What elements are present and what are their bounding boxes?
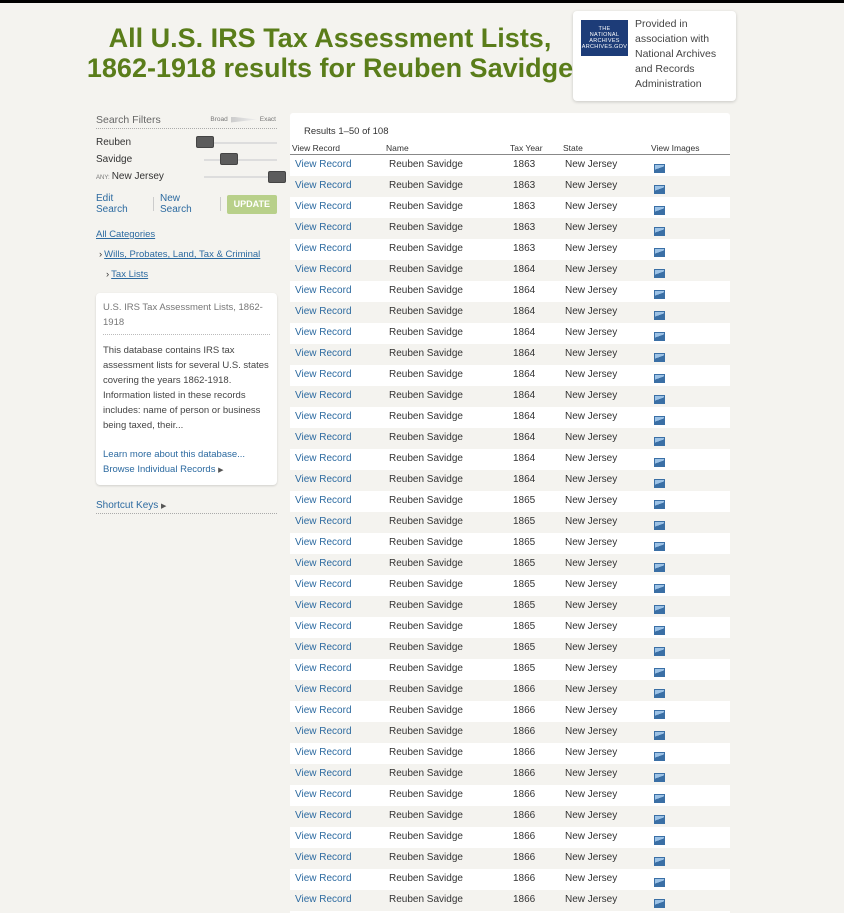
record-state: New Jersey: [565, 243, 618, 254]
record-state: New Jersey: [565, 411, 618, 422]
record-name: Reuben Savidge: [389, 579, 463, 590]
broad-label: Broad: [210, 116, 228, 123]
view-record-link[interactable]: View Record: [295, 411, 352, 422]
record-tax-year: 1866: [513, 684, 536, 695]
view-record-link[interactable]: View Record: [295, 600, 352, 611]
view-image-icon[interactable]: [654, 794, 665, 803]
view-image-icon[interactable]: [654, 899, 665, 908]
view-image-icon[interactable]: [654, 185, 665, 194]
record-state: New Jersey: [565, 663, 618, 674]
edit-search-link[interactable]: Edit Search: [96, 193, 128, 215]
record-tax-year: 1864: [513, 285, 536, 296]
table-row: [290, 869, 730, 890]
record-state: New Jersey: [565, 453, 618, 464]
record-state: New Jersey: [565, 747, 618, 758]
view-record-link[interactable]: View Record: [295, 810, 352, 821]
record-tax-year: 1865: [513, 537, 536, 548]
logo-line: ARCHIVES: [589, 38, 620, 44]
results-table-header: [290, 142, 730, 155]
record-name: Reuben Savidge: [389, 558, 463, 569]
view-image-icon[interactable]: [654, 353, 665, 362]
view-record-link[interactable]: View Record: [295, 768, 352, 779]
page-title: [80, 23, 580, 83]
all-categories-link[interactable]: All Categories: [96, 229, 156, 240]
database-info-box: [96, 293, 277, 485]
view-image-icon[interactable]: [654, 752, 665, 761]
table-row: [290, 827, 730, 848]
view-image-icon[interactable]: [654, 563, 665, 572]
record-name: Reuben Savidge: [389, 747, 463, 758]
table-row: [290, 596, 730, 617]
browse-records-link[interactable]: [103, 462, 270, 478]
table-row: [290, 344, 730, 365]
record-state: New Jersey: [565, 684, 618, 695]
view-record-link[interactable]: View Record: [295, 369, 352, 380]
table-row: [290, 302, 730, 323]
search-actions: [96, 193, 277, 215]
record-name: Reuben Savidge: [389, 768, 463, 779]
record-tax-year: 1863: [513, 159, 536, 170]
record-name: Reuben Savidge: [389, 369, 463, 380]
view-image-icon[interactable]: [654, 836, 665, 845]
record-tax-year: 1863: [513, 180, 536, 191]
view-image-icon[interactable]: [654, 290, 665, 299]
results-panel: [290, 113, 730, 913]
view-record-link[interactable]: View Record: [295, 852, 352, 863]
view-image-icon[interactable]: [654, 647, 665, 656]
record-state: New Jersey: [565, 852, 618, 863]
record-state: New Jersey: [565, 327, 618, 338]
filter-location: [96, 168, 277, 185]
view-record-link[interactable]: View Record: [295, 516, 352, 527]
col-state[interactable]: State: [563, 143, 583, 153]
search-filters-label: Search Filters: [96, 113, 161, 126]
record-state: New Jersey: [565, 537, 618, 548]
record-state: New Jersey: [565, 768, 618, 779]
record-state: New Jersey: [565, 474, 618, 485]
record-name: Reuben Savidge: [389, 348, 463, 359]
chevron-right-icon: ›: [106, 269, 110, 280]
record-state: New Jersey: [565, 369, 618, 380]
record-tax-year: 1866: [513, 705, 536, 716]
record-state: New Jersey: [565, 579, 618, 590]
record-tax-year: 1865: [513, 495, 536, 506]
record-tax-year: 1866: [513, 831, 536, 842]
record-tax-year: 1866: [513, 894, 536, 905]
record-name: Reuben Savidge: [389, 264, 463, 275]
record-name: Reuben Savidge: [389, 390, 463, 401]
first-name-slider-thumb[interactable]: [196, 136, 214, 148]
shortcut-keys-label: Shortcut Keys: [96, 500, 159, 511]
view-record-link[interactable]: View Record: [295, 222, 352, 233]
filter-first-name: [96, 134, 277, 151]
col-view-record: View Record: [292, 143, 341, 153]
page-title-line2: 1862-1918 results for Reuben Savidge: [86, 53, 574, 83]
view-record-link[interactable]: View Record: [295, 243, 352, 254]
view-image-icon[interactable]: [654, 521, 665, 530]
record-tax-year: 1866: [513, 768, 536, 779]
table-row: [290, 722, 730, 743]
view-image-icon[interactable]: [654, 458, 665, 467]
view-record-link[interactable]: View Record: [295, 558, 352, 569]
record-tax-year: 1866: [513, 810, 536, 821]
view-record-link[interactable]: View Record: [295, 747, 352, 758]
record-tax-year: 1865: [513, 621, 536, 632]
view-image-icon[interactable]: [654, 479, 665, 488]
record-tax-year: 1863: [513, 243, 536, 254]
view-record-link[interactable]: View Record: [295, 537, 352, 548]
first-name-value: Reuben: [96, 137, 132, 148]
view-image-icon[interactable]: [654, 668, 665, 677]
record-name: Reuben Savidge: [389, 306, 463, 317]
table-row: [290, 386, 730, 407]
view-record-link[interactable]: View Record: [295, 642, 352, 653]
view-image-icon[interactable]: [654, 164, 665, 173]
record-tax-year: 1864: [513, 390, 536, 401]
broad-exact-scale: [210, 116, 276, 123]
record-tax-year: 1864: [513, 264, 536, 275]
last-name-value: Savidge: [96, 154, 133, 165]
last-name-slider-thumb[interactable]: [220, 153, 238, 165]
table-row: [290, 512, 730, 533]
record-name: Reuben Savidge: [389, 243, 463, 254]
table-row: [290, 701, 730, 722]
view-record-link[interactable]: View Record: [295, 159, 352, 170]
record-state: New Jersey: [565, 516, 618, 527]
view-record-link[interactable]: View Record: [295, 726, 352, 737]
logo-line: ARCHIVES.GOV: [581, 44, 628, 50]
record-state: New Jersey: [565, 600, 618, 611]
table-row: [290, 239, 730, 260]
record-state: New Jersey: [565, 642, 618, 653]
record-name: Reuben Savidge: [389, 810, 463, 821]
table-row: [290, 575, 730, 596]
table-row: [290, 323, 730, 344]
record-state: New Jersey: [565, 873, 618, 884]
record-tax-year: 1866: [513, 747, 536, 758]
record-tax-year: 1864: [513, 306, 536, 317]
record-name: Reuben Savidge: [389, 726, 463, 737]
record-state: New Jersey: [565, 831, 618, 842]
record-name: Reuben Savidge: [389, 831, 463, 842]
tax-lists-link[interactable]: Tax Lists: [111, 269, 149, 280]
record-state: New Jersey: [565, 201, 618, 212]
record-state: New Jersey: [565, 432, 618, 443]
chevron-right-icon: ›: [99, 249, 103, 260]
category-breadcrumb: [96, 229, 277, 289]
table-row: [290, 554, 730, 575]
view-image-icon[interactable]: [654, 626, 665, 635]
record-state: New Jersey: [565, 264, 618, 275]
partner-text: Provided in association with National Archives and Records Administration: [635, 18, 717, 90]
record-tax-year: 1866: [513, 726, 536, 737]
view-image-icon[interactable]: [654, 542, 665, 551]
record-tax-year: 1864: [513, 432, 536, 443]
view-record-link[interactable]: View Record: [295, 621, 352, 632]
record-state: New Jersey: [565, 789, 618, 800]
record-state: New Jersey: [565, 159, 618, 170]
logo-line: NATIONAL: [589, 32, 620, 38]
record-name: Reuben Savidge: [389, 222, 463, 233]
view-record-link[interactable]: View Record: [295, 327, 352, 338]
record-name: Reuben Savidge: [389, 600, 463, 611]
view-image-icon[interactable]: [654, 269, 665, 278]
table-row: [290, 197, 730, 218]
view-image-icon[interactable]: [654, 437, 665, 446]
record-name: Reuben Savidge: [389, 642, 463, 653]
record-name: Reuben Savidge: [389, 474, 463, 485]
view-image-icon[interactable]: [654, 500, 665, 509]
record-name: Reuben Savidge: [389, 852, 463, 863]
update-button[interactable]: UPDATE: [227, 195, 277, 214]
record-name: Reuben Savidge: [389, 873, 463, 884]
view-record-link[interactable]: View Record: [295, 201, 352, 212]
view-image-icon[interactable]: [654, 374, 665, 383]
view-record-link[interactable]: View Record: [295, 894, 352, 905]
view-image-icon[interactable]: [654, 416, 665, 425]
record-name: Reuben Savidge: [389, 327, 463, 338]
record-name: Reuben Savidge: [389, 894, 463, 905]
record-tax-year: 1865: [513, 642, 536, 653]
view-record-link[interactable]: View Record: [295, 873, 352, 884]
record-state: New Jersey: [565, 222, 618, 233]
record-name: Reuben Savidge: [389, 201, 463, 212]
record-state: New Jersey: [565, 285, 618, 296]
learn-more-link[interactable]: Learn more about this database...: [103, 449, 246, 460]
view-record-link[interactable]: View Record: [295, 789, 352, 800]
record-name: Reuben Savidge: [389, 537, 463, 548]
partner-box: [573, 11, 736, 101]
results-table-body: [290, 155, 730, 911]
filter-last-name: [96, 151, 277, 168]
view-record-link[interactable]: View Record: [295, 705, 352, 716]
record-name: Reuben Savidge: [389, 789, 463, 800]
divider: [220, 197, 221, 211]
record-state: New Jersey: [565, 726, 618, 737]
record-name: Reuben Savidge: [389, 516, 463, 527]
view-record-link[interactable]: View Record: [295, 474, 352, 485]
table-row: [290, 764, 730, 785]
record-state: New Jersey: [565, 180, 618, 191]
divider: [153, 197, 154, 211]
record-state: New Jersey: [565, 894, 618, 905]
view-image-icon[interactable]: [654, 227, 665, 236]
location-slider-track[interactable]: [204, 176, 277, 178]
record-tax-year: 1864: [513, 348, 536, 359]
view-record-link[interactable]: View Record: [295, 432, 352, 443]
last-name-slider-track[interactable]: [204, 159, 277, 161]
view-record-link[interactable]: View Record: [295, 684, 352, 695]
table-row: [290, 407, 730, 428]
record-tax-year: 1866: [513, 789, 536, 800]
record-name: Reuben Savidge: [389, 159, 463, 170]
view-record-link[interactable]: View Record: [295, 264, 352, 275]
record-tax-year: 1864: [513, 369, 536, 380]
record-name: Reuben Savidge: [389, 495, 463, 506]
record-tax-year: 1865: [513, 663, 536, 674]
record-tax-year: 1865: [513, 600, 536, 611]
record-name: Reuben Savidge: [389, 705, 463, 716]
view-image-icon[interactable]: [654, 584, 665, 593]
record-name: Reuben Savidge: [389, 285, 463, 296]
col-name[interactable]: Name: [386, 143, 409, 153]
results-count: Results 1–50 of 108: [304, 126, 389, 137]
table-row: [290, 659, 730, 680]
view-record-link[interactable]: View Record: [295, 663, 352, 674]
record-tax-year: 1864: [513, 453, 536, 464]
record-state: New Jersey: [565, 621, 618, 632]
table-row: [290, 281, 730, 302]
record-name: Reuben Savidge: [389, 180, 463, 191]
first-name-slider-track[interactable]: [204, 142, 277, 144]
view-image-icon[interactable]: [654, 206, 665, 215]
table-row: [290, 470, 730, 491]
record-tax-year: 1864: [513, 474, 536, 485]
view-record-link[interactable]: View Record: [295, 180, 352, 191]
table-row: [290, 638, 730, 659]
record-tax-year: 1865: [513, 558, 536, 569]
search-sidebar: [96, 113, 277, 514]
table-row: [290, 449, 730, 470]
location-value: [96, 171, 164, 182]
table-row: [290, 491, 730, 512]
record-tax-year: 1863: [513, 222, 536, 233]
col-view-images: View Images: [651, 143, 700, 153]
view-record-link[interactable]: View Record: [295, 285, 352, 296]
record-state: New Jersey: [565, 705, 618, 716]
table-row: [290, 365, 730, 386]
table-row: [290, 785, 730, 806]
record-state: New Jersey: [565, 810, 618, 821]
table-row: [290, 260, 730, 281]
table-row: [290, 806, 730, 827]
view-image-icon[interactable]: [654, 689, 665, 698]
table-row: [290, 890, 730, 911]
wills-probates-link[interactable]: Wills, Probates, Land, Tax & Criminal: [104, 249, 261, 260]
view-image-icon[interactable]: [654, 731, 665, 740]
shortcut-keys-toggle[interactable]: [96, 500, 277, 514]
view-record-link[interactable]: View Record: [295, 579, 352, 590]
exact-label: Exact: [259, 116, 276, 123]
view-image-icon[interactable]: [654, 878, 665, 887]
view-image-icon[interactable]: [654, 248, 665, 257]
record-tax-year: 1865: [513, 579, 536, 590]
col-tax-year[interactable]: Tax Year: [510, 143, 543, 153]
record-state: New Jersey: [565, 348, 618, 359]
triangle-right-icon: ▶: [161, 503, 167, 510]
table-row: [290, 680, 730, 701]
table-row: [290, 155, 730, 176]
record-state: New Jersey: [565, 390, 618, 401]
table-row: [290, 848, 730, 869]
view-image-icon[interactable]: [654, 332, 665, 341]
view-record-link[interactable]: View Record: [295, 390, 352, 401]
record-name: Reuben Savidge: [389, 411, 463, 422]
location-text: New Jersey: [111, 171, 164, 182]
view-record-link[interactable]: View Record: [295, 348, 352, 359]
table-row: [290, 218, 730, 239]
view-image-icon[interactable]: [654, 815, 665, 824]
location-slider-thumb[interactable]: [268, 171, 286, 183]
view-image-icon[interactable]: [654, 311, 665, 320]
view-image-icon[interactable]: [654, 395, 665, 404]
record-name: Reuben Savidge: [389, 432, 463, 443]
record-tax-year: 1863: [513, 201, 536, 212]
database-description: This database contains IRS tax assessment lists for several U.S. states covering the years 1862-1918. Information listed in these records includes: name of person or business being taxed, their...: [103, 345, 269, 431]
view-image-icon[interactable]: [654, 773, 665, 782]
page-title-line1: All U.S. IRS Tax Assessment Lists,: [108, 23, 552, 53]
table-row: [290, 533, 730, 554]
record-name: Reuben Savidge: [389, 663, 463, 674]
logo-line: THE: [598, 26, 611, 32]
record-state: New Jersey: [565, 558, 618, 569]
search-filters-header: [96, 113, 277, 129]
record-tax-year: 1866: [513, 852, 536, 863]
view-record-link[interactable]: View Record: [295, 495, 352, 506]
database-title: U.S. IRS Tax Assessment Lists, 1862-1918: [103, 300, 270, 335]
view-record-link[interactable]: View Record: [295, 306, 352, 317]
record-tax-year: 1865: [513, 516, 536, 527]
record-name: Reuben Savidge: [389, 621, 463, 632]
record-name: Reuben Savidge: [389, 453, 463, 464]
record-tax-year: 1864: [513, 411, 536, 422]
national-archives-logo: [581, 20, 628, 56]
record-tax-year: 1866: [513, 873, 536, 884]
table-row: [290, 617, 730, 638]
record-state: New Jersey: [565, 495, 618, 506]
table-row: [290, 428, 730, 449]
location-prefix: ANY:: [96, 175, 110, 181]
view-image-icon[interactable]: [654, 605, 665, 614]
record-state: New Jersey: [565, 306, 618, 317]
table-row: [290, 176, 730, 197]
record-tax-year: 1864: [513, 327, 536, 338]
scale-wedge-icon: [231, 117, 257, 123]
view-record-link[interactable]: View Record: [295, 831, 352, 842]
new-search-link[interactable]: New Search: [159, 193, 192, 215]
view-image-icon[interactable]: [654, 857, 665, 866]
view-record-link[interactable]: View Record: [295, 453, 352, 464]
record-name: Reuben Savidge: [389, 684, 463, 695]
view-image-icon[interactable]: [654, 710, 665, 719]
triangle-right-icon: ▶: [218, 467, 224, 474]
table-row: [290, 743, 730, 764]
browse-records-label: Browse Individual Records: [103, 464, 216, 475]
